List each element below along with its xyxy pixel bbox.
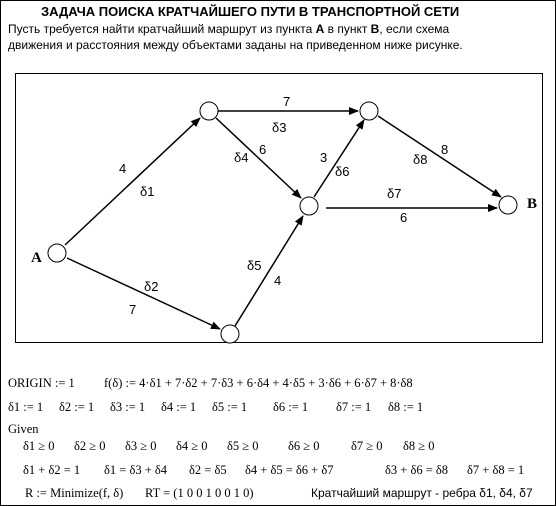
edge-8-weight: 8 (441, 142, 449, 157)
edge-5-delta: δ5 (247, 258, 262, 273)
node-1 (200, 102, 218, 120)
edge-6-delta: δ6 (335, 164, 350, 179)
nonneg-constraint: δ6 ≥ 0 (288, 439, 320, 453)
statement-point-b: B (370, 22, 380, 36)
minimize-row (25, 486, 556, 501)
nonnegativity-row (23, 439, 556, 454)
edge-3-weight: 7 (283, 94, 291, 109)
shortest-route-answer: Кратчайший маршрут - ребра δ1, δ4, δ7 (311, 486, 533, 500)
node-4 (360, 102, 378, 120)
node-a-label: A (31, 250, 42, 266)
edge-8 (378, 116, 501, 197)
flow-constraint: δ7 + δ8 = 1 (467, 463, 525, 477)
node-2 (221, 325, 239, 343)
statement-point-a: A (315, 22, 325, 36)
edge-2-delta: δ2 (144, 279, 159, 294)
edge-1-weight: 4 (119, 161, 127, 176)
init-value: δ8 := 1 (388, 400, 424, 414)
statement-text-pre: Пусть требуется найти кратчайший маршрут из пункта (8, 22, 316, 36)
edge-7-weight: 6 (400, 210, 408, 225)
origin-statement: ORIGIN := 1 (8, 376, 75, 390)
flow-constraint: δ2 = δ5 (189, 463, 227, 477)
minimize-call: R := Minimize(f, δ) (25, 486, 124, 500)
edge-2-weight: 7 (129, 302, 137, 317)
init-value: δ3 := 1 (110, 400, 146, 414)
flow-constraint: δ3 + δ6 = δ8 (385, 463, 449, 477)
origin-objective-row (8, 376, 554, 391)
nonneg-constraint: δ2 ≥ 0 (74, 439, 106, 453)
node-3 (300, 197, 318, 215)
init-value: δ1 := 1 (8, 400, 44, 414)
edge-4-weight: 6 (259, 142, 267, 157)
initial-values-row (8, 400, 554, 415)
edge-5 (235, 216, 303, 326)
nonneg-constraint: δ8 ≥ 0 (403, 439, 435, 453)
init-value: δ6 := 1 (273, 400, 309, 414)
edge-3-delta: δ3 (272, 120, 287, 135)
flow-constraint: δ1 + δ2 = 1 (23, 463, 81, 477)
result-vector: RT = (1 0 0 1 0 0 1 0) (145, 486, 254, 500)
page-title: ЗАДАЧА ПОИСКА КРАТЧАЙШЕГО ПУТИ В ТРАНСПОРТНОЙ СЕТИ (41, 4, 460, 19)
edge-1-delta: δ1 (140, 184, 155, 199)
edge-4 (216, 118, 301, 198)
nonneg-constraint: δ1 ≥ 0 (23, 439, 55, 453)
given-label: Given (8, 422, 39, 436)
flow-constraints-row (23, 463, 556, 478)
edge-4-delta: δ4 (234, 150, 249, 165)
init-value: δ7 := 1 (336, 400, 372, 414)
edge-8-delta: δ8 (413, 152, 428, 167)
edge-5-weight: 4 (274, 273, 282, 288)
nonneg-constraint: δ7 ≥ 0 (351, 439, 383, 453)
edge-1 (65, 118, 200, 245)
init-value: δ4 := 1 (161, 400, 197, 414)
nonneg-constraint: δ3 ≥ 0 (125, 439, 157, 453)
flow-constraint: δ1 = δ3 + δ4 (104, 463, 168, 477)
statement-line-2: движения и расстояния между объектами заданы на приведенном ниже рисунке. (8, 38, 463, 52)
init-value: δ2 := 1 (59, 400, 95, 414)
node-b (499, 196, 517, 214)
node-b-label: B (527, 196, 538, 212)
nonneg-constraint: δ5 ≥ 0 (227, 439, 259, 453)
edge-6-weight: 3 (320, 150, 328, 165)
statement-text-mid: в пункт (324, 22, 371, 36)
objective-function: f(δ) := 4·δ1 + 7·δ2 + 7·δ3 + 6·δ4 + 4·δ5 + 3·δ6 + 6·δ7 + 8·δ8 (104, 376, 413, 390)
flow-constraint: δ4 + δ5 = δ6 + δ7 (245, 463, 334, 477)
statement-text-post: , если схема (379, 22, 450, 36)
nonneg-constraint: δ4 ≥ 0 (176, 439, 208, 453)
edge-7-delta: δ7 (387, 186, 402, 201)
node-a (48, 244, 66, 262)
init-value: δ5 := 1 (212, 400, 248, 414)
